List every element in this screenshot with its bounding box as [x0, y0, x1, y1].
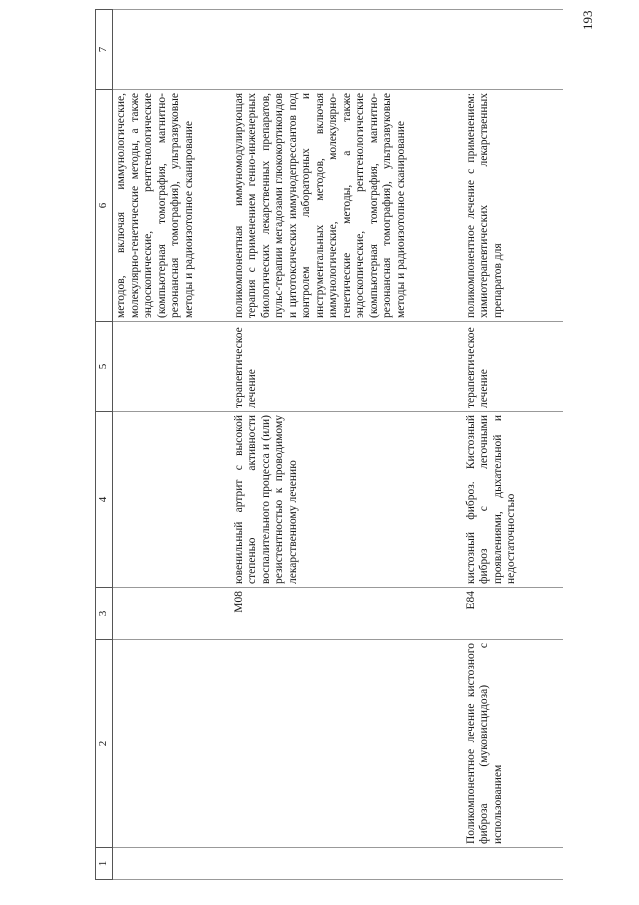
cell-cost — [113, 10, 231, 90]
column-number: 3 — [96, 588, 113, 640]
cell-treatment-type — [113, 322, 231, 412]
cell-treatment-name — [113, 640, 231, 848]
cell-patient-model: ювенильный артрит с высокой степенью активности воспалительного процесса и (или) резистентностью к проводимому лекарственному лечению — [231, 412, 463, 588]
table-row — [463, 10, 563, 880]
treatment-table — [95, 9, 563, 880]
column-number: 1 — [96, 848, 113, 880]
cell-patient-model — [113, 412, 231, 588]
cell-treatment-method: поликомпонентное лечение с применением: химиотерапевтических лекарственных препаратов для — [463, 90, 563, 322]
cell-icd-code — [113, 588, 231, 640]
table-row — [113, 10, 231, 880]
column-number: 6 — [96, 90, 113, 322]
cell-treatment-name — [231, 640, 463, 848]
cell-number — [113, 848, 231, 880]
cell-treatment-name: Поликомпонентное лечение кистозного фиброза (муковисцидоза) с использованием — [463, 640, 563, 848]
column-number: 7 — [96, 10, 113, 90]
column-number-row — [96, 10, 113, 880]
cell-treatment-method: методов, включая иммунологические, молекулярно-генетические методы, а также эндоскопические, рентгенологические (компьютерная томография, магнитно-резонансная томография), ультразвуковые методы и радиоизотопное сканирование — [113, 90, 231, 322]
column-number: 2 — [96, 640, 113, 848]
cell-patient-model: кистозный фиброз. Кистозный фиброз с легочными проявлениями, дыхательной и недостаточностью — [463, 412, 563, 588]
column-number: 5 — [96, 322, 113, 412]
cell-number — [463, 848, 563, 880]
cell-cost — [231, 10, 463, 90]
cell-cost — [463, 10, 563, 90]
rotated-table-page — [95, 10, 625, 880]
table-row — [231, 10, 463, 880]
column-number: 4 — [96, 412, 113, 588]
cell-number — [231, 848, 463, 880]
cell-treatment-method: поликомпонентная иммуномодулирующая терапия с применением генно-инженерных биологических лекарственных препаратов, пульс-терапии мегадозами глюкокортикоидов и цитотоксических иммунодепрессантов под контролем лабораторных и инструментальных методов, включая иммунологические, молекулярно-генетические методы, а также эндоскопические, рентгенологические (компьютерная томография, магнитно-резонансная томография), ультразвуковые методы и радиоизотопное сканирование — [231, 90, 463, 322]
cell-treatment-type: терапевтическое лечение — [231, 322, 463, 412]
page-number: 193 — [580, 10, 595, 30]
cell-icd-code: E84 — [463, 588, 563, 640]
cell-treatment-type: терапевтическое лечение — [463, 322, 563, 412]
cell-icd-code: M08 — [231, 588, 463, 640]
